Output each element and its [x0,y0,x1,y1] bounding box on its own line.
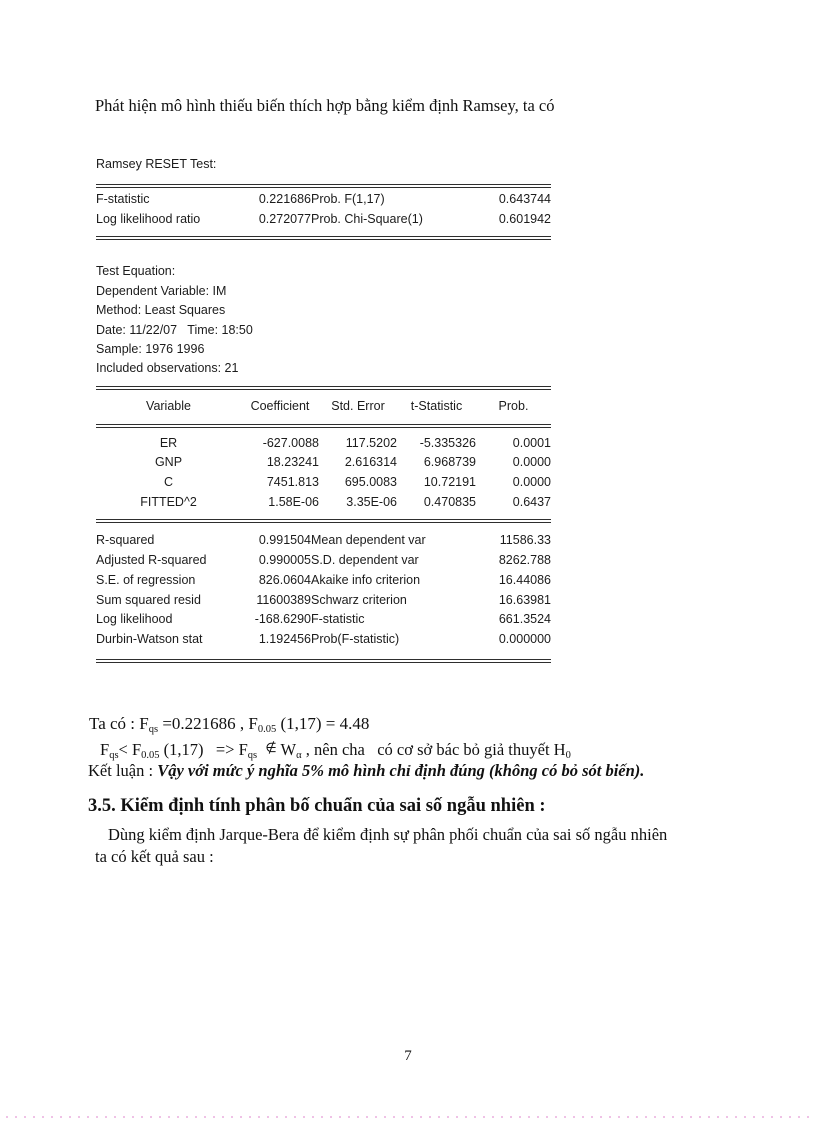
variable-name: FITTED^2 [140,494,197,509]
table-row [96,591,551,611]
ramsey-test-title: Ramsey RESET Test: [96,157,217,171]
stat-value: 0.221686 [258,192,311,206]
std-error-value: 3.35E-06 [346,494,397,509]
formula-text: , nên cha có cơ sở bác bỏ giả thuyết H [301,740,566,759]
table-header-row [96,390,551,424]
subscript: 0.05 [141,750,160,761]
formula-text: W [276,740,297,759]
info-line: Sample: 1976 1996 [96,342,205,357]
stat-label: Durbin-Watson stat [96,632,203,647]
t-statistic-value: 6.968739 [423,455,476,470]
stat-label: Akaike info criterion [311,572,421,587]
formula-text: (1,17) => F [159,740,248,759]
table-row [96,473,551,493]
stat-value: 0.990005 [258,553,311,568]
conclusion-line [88,761,644,781]
table-row [96,210,551,230]
table-row [96,453,551,473]
stat-value: 826.0604 [258,572,311,587]
footer-dotted-line [6,1116,810,1118]
coefficient-value: 7451.813 [266,475,319,490]
stat-value: 11586.33 [499,533,551,548]
stat-value: 1.192456 [258,632,311,647]
conclusion-emphasis: Vậy với mức ý nghĩa 5% mô hình chỉ định đúng (không có bỏ sót biến). [157,761,645,780]
eviews-output [96,156,551,663]
stat-value: 8262.788 [498,553,551,568]
stat-value: 0.643744 [498,192,551,206]
stat-value: -168.6290 [254,612,311,627]
prob-value: 0.0000 [512,455,551,470]
table-row [96,493,551,513]
t-statistic-value: -5.335326 [419,435,476,450]
coefficient-table-header [96,390,551,424]
info-line: Dependent Variable: IM [96,283,227,298]
intro-text: Phát hiện mô hình thiếu biến thích hợp bằng kiểm định Ramsey, ta có [95,96,555,115]
stat-value: 0.991504 [258,533,311,548]
subscript: α [296,750,302,761]
info-line: Method: Least Squares [96,303,226,318]
stat-label: Sum squared resid [96,592,201,607]
table-row [96,630,551,650]
table-row [96,190,551,210]
prob-value: 0.6437 [512,494,551,509]
stat-label: Schwarz criterion [311,592,407,607]
formula-text: =0.221686 , F [158,714,258,733]
stat-value: 0.601942 [498,211,551,226]
table-row [96,531,551,551]
coefficient-value: 18.23241 [266,455,319,470]
formula-text: F [100,740,110,759]
column-header: Variable [146,398,191,413]
section-heading: 3.5. Kiểm định tính phân bố chuẩn của sai số ngẫu nhiên : [88,796,546,816]
info-line: Date: 11/22/07 Time: 18:50 [96,322,253,337]
std-error-value: 695.0083 [344,475,397,490]
formula-text: < F [118,740,142,759]
stat-label: F-statistic [311,612,365,627]
info-line: Included observations: 21 [96,361,239,376]
subscript: qs [109,750,119,761]
std-error-value: 117.5202 [345,435,397,450]
coefficient-value: 1.58E-06 [268,494,319,509]
t-statistic-value: 10.72191 [423,475,476,490]
stat-label: Mean dependent var [311,533,426,548]
table-row [96,610,551,630]
stat-label: Prob(F-statistic) [311,632,400,647]
stat-value: 16.44086 [498,572,551,587]
stat-label: Log likelihood ratio [96,211,201,226]
formula-text: (1,17) = 4.48 [276,714,370,733]
stat-value: 0.000000 [498,632,551,647]
stat-label: F-statistic [96,192,150,206]
section-body-line: Dùng kiểm định Jarque-Bera để kiểm định sự phân phối chuẩn của sai số ngẫu nhiên [108,825,668,844]
conclusion-prefix: Kết luận : [88,761,158,780]
table-rule [96,236,551,240]
variable-name: ER [159,435,178,450]
not-element-symbol: ∉ [265,740,277,755]
stat-value: 661.3524 [498,612,551,627]
info-line: Test Equation: [96,264,176,279]
variable-name: GNP [154,455,183,470]
table-rule-top [96,184,551,188]
table-rule [96,424,551,428]
subscript: qs [148,724,159,735]
stat-value: 11600389 [256,592,311,607]
stat-value: 16.63981 [498,592,551,607]
regression-stats-table [96,531,551,650]
ramsey-summary-table [96,190,551,229]
hypothesis-comparison-line [100,740,571,761]
coefficient-table [96,434,551,512]
stat-label: S.E. of regression [96,572,196,587]
stat-label: Prob. Chi-Square(1) [311,211,423,226]
t-statistic-value: 0.470835 [423,494,476,509]
stat-value: 0.272077 [258,211,311,226]
subscript: 0 [565,750,571,761]
prob-value: 0.0000 [512,475,551,490]
stat-label: Prob. F(1,17) [311,192,385,206]
page-number: 7 [404,1048,412,1064]
stat-label: R-squared [96,533,155,548]
table-row [96,551,551,571]
table-row [96,434,551,454]
table-rule [96,519,551,523]
stat-label: Adjusted R-squared [96,553,207,568]
std-error-value: 2.616314 [344,455,397,470]
subscript: 0.05 [257,724,277,735]
variable-name: C [163,475,174,490]
column-header: Prob. [498,398,529,413]
formula-text: Ta có : F [89,714,149,733]
prob-value: 0.0001 [512,435,551,450]
table-row [96,571,551,591]
fqs-result-line [89,714,369,735]
section-body-line: ta có kết quả sau : [95,847,214,866]
stat-label: S.D. dependent var [311,553,419,568]
column-header: Coefficient [250,398,310,413]
subscript: qs [247,750,258,761]
table-rule-bottom [96,659,551,663]
stat-label: Log likelihood [96,612,173,627]
test-equation-info [96,262,551,378]
column-header: Std. Error [331,398,385,413]
column-header: t-Statistic [410,398,463,413]
coefficient-value: -627.0088 [262,435,319,450]
